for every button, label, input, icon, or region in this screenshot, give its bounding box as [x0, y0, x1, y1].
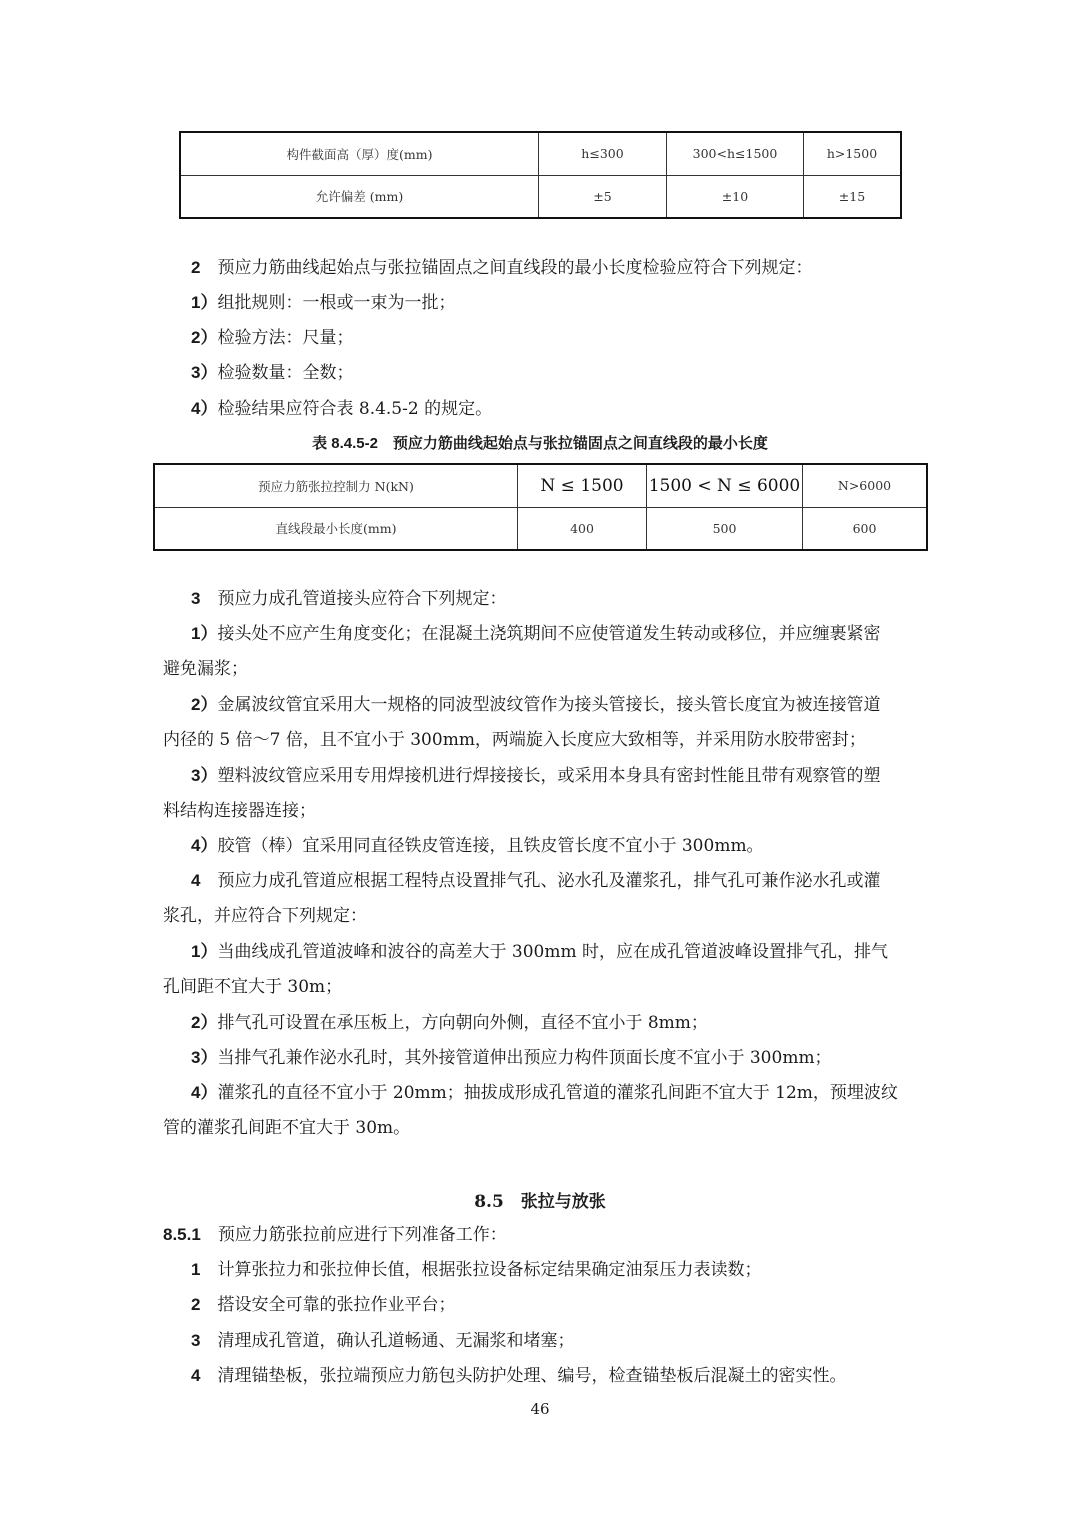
table-cell: 500 — [647, 507, 803, 550]
table-cell: 预应力筋张拉控制力 N(kN) — [154, 464, 518, 507]
list-item — [163, 764, 880, 788]
table-cell: N ≤ 1500 — [518, 464, 647, 507]
min-length-table — [153, 463, 928, 551]
list-item-text: 胶管（棒）宜采用同直径铁皮管连接，且铁皮管长度不宜小于 300mm。 — [217, 836, 764, 856]
list-item-text: 当曲线成孔管道波峰和波谷的高差大于 300mm 时，应在成孔管道波峰设置排气孔，排气 — [217, 942, 888, 962]
clause — [163, 1223, 507, 1247]
clause-text: 预应力筋张拉前应进行下列准备工作： — [217, 1225, 507, 1245]
item-number: 2 — [191, 258, 201, 277]
item-number: 2） — [191, 1013, 218, 1032]
list-item-text: 排气孔可设置在承压板上，方向朝向外侧，直径不宜小于 8mm； — [217, 1013, 708, 1033]
table-row — [180, 132, 901, 175]
table-cell: 600 — [803, 507, 928, 550]
list-item — [163, 1081, 898, 1105]
paragraph-text: 预应力筋曲线起始点与张拉锚固点之间直线段的最小长度检验应符合下列规定： — [217, 258, 813, 278]
list-item — [163, 1258, 761, 1282]
table-cell: 构件截面高（厚）度(mm) — [180, 132, 539, 175]
table-cell: ±10 — [667, 175, 804, 218]
item-number: 1） — [191, 293, 218, 312]
table-cell: 400 — [518, 507, 647, 550]
section-number: 8.5 — [474, 1192, 504, 1212]
paragraph-text: 预应力成孔管道应根据工程特点设置排气孔、泌水孔及灌浆孔，排气孔可兼作泌水孔或灌 — [217, 871, 881, 891]
list-item-text: 检验数量：全数； — [217, 363, 354, 383]
item-number: 4 — [191, 1366, 201, 1385]
table-cell: ±15 — [804, 175, 902, 218]
list-item — [163, 834, 764, 858]
item-number: 1） — [191, 942, 218, 961]
section-heading — [0, 1187, 1080, 1212]
section-title: 张拉与放张 — [520, 1192, 606, 1212]
paragraph — [163, 256, 812, 280]
clause-number: 8.5.1 — [163, 1225, 201, 1244]
list-item — [163, 397, 492, 421]
list-item-text: 塑料波纹管应采用专用焊接机进行焊接接长，或采用本身具有密封性能且带有观察管的塑 — [217, 766, 881, 786]
item-number: 4） — [191, 836, 218, 855]
item-number: 1） — [191, 624, 218, 643]
list-item-text: 灌浆孔的直径不宜小于 20mm；抽拔成形成孔管道的灌浆孔间距不宜大于 12m，预埋波纹 — [217, 1083, 898, 1103]
table-cell: 300<h≤1500 — [667, 132, 804, 175]
list-item-continuation: 管的灌浆孔间距不宜大于 30m。 — [163, 1118, 411, 1138]
list-item — [163, 693, 880, 717]
item-number: 4） — [191, 1083, 218, 1102]
item-number: 3 — [191, 1331, 201, 1350]
list-item-continuation: 避免漏浆； — [163, 659, 248, 679]
list-item — [163, 622, 880, 646]
item-number: 1 — [191, 1260, 201, 1279]
table-cell: 1500 < N ≤ 6000 — [647, 464, 803, 507]
list-item-text: 清理成孔管道，确认孔道畅通、无漏浆和堵塞； — [217, 1331, 575, 1351]
list-item-text: 检验结果应符合表 8.4.5-2 的规定。 — [217, 399, 493, 419]
table-cell: h≤300 — [539, 132, 667, 175]
list-item-text: 金属波纹管宜采用大一规格的同波型波纹管作为接头管接长，接头管长度宜为被连接管道 — [217, 695, 881, 715]
table-cell: h>1500 — [804, 132, 902, 175]
list-item — [163, 326, 353, 350]
table-row — [180, 175, 901, 218]
item-number: 3 — [191, 589, 201, 608]
item-number: 4） — [191, 399, 218, 418]
paragraph-continuation: 浆孔，并应符合下列规定： — [163, 906, 367, 926]
list-item-continuation: 料结构连接器连接； — [163, 801, 316, 821]
list-item — [163, 1293, 455, 1317]
list-item — [163, 361, 353, 385]
tolerance-table — [179, 131, 902, 219]
table-cell: N>6000 — [803, 464, 928, 507]
table-cell: 直线段最小长度(mm) — [154, 507, 518, 550]
item-number: 2 — [191, 1295, 201, 1314]
list-item — [163, 1011, 708, 1035]
list-item — [163, 291, 455, 315]
list-item-text: 接头处不应产生角度变化；在混凝土浇筑期间不应使管道发生转动或移位，并应缠裹紧密 — [217, 624, 881, 644]
list-item-text: 当排气孔兼作泌水孔时，其外接管道伸出预应力构件顶面长度不宜小于 300mm； — [217, 1048, 832, 1068]
item-number: 3） — [191, 363, 218, 382]
item-number: 3） — [191, 766, 218, 785]
paragraph — [163, 869, 880, 893]
list-item — [163, 1364, 846, 1388]
list-item — [163, 1046, 832, 1070]
table-row — [154, 464, 927, 507]
list-item-continuation: 孔间距不宜大于 30m； — [163, 977, 343, 997]
list-item-text: 清理锚垫板，张拉端预应力筋包头防护处理、编号，检查锚垫板后混凝土的密实性。 — [217, 1366, 847, 1386]
item-number: 4 — [191, 871, 201, 890]
item-number: 2） — [191, 695, 218, 714]
list-item-text: 组批规则：一根或一束为一批； — [217, 293, 456, 313]
list-item — [163, 940, 888, 964]
list-item-continuation: 内径的 5 倍～7 倍，且不宜小于 300mm，两端旋入长度应大致相等，并采用防水胶带密封； — [163, 730, 866, 750]
item-number: 3） — [191, 1048, 218, 1067]
paragraph-text: 预应力成孔管道接头应符合下列规定： — [217, 589, 507, 609]
list-item-text: 检验方法：尺量； — [217, 328, 354, 348]
item-number: 2） — [191, 328, 218, 347]
paragraph — [163, 587, 506, 611]
table-cell: 允许偏差 (mm) — [180, 175, 539, 218]
list-item — [163, 1329, 574, 1353]
table-caption: 表 8.4.5-2 预应力筋曲线起始点与张拉锚固点之间直线段的最小长度 — [312, 435, 768, 452]
table-row — [154, 507, 927, 550]
list-item-text: 搭设安全可靠的张拉作业平台； — [217, 1295, 456, 1315]
list-item-text: 计算张拉力和张拉伸长值，根据张拉设备标定结果确定油泵压力表读数； — [217, 1260, 762, 1280]
page-number: 46 — [530, 1400, 550, 1418]
table-cell: ±5 — [539, 175, 667, 218]
